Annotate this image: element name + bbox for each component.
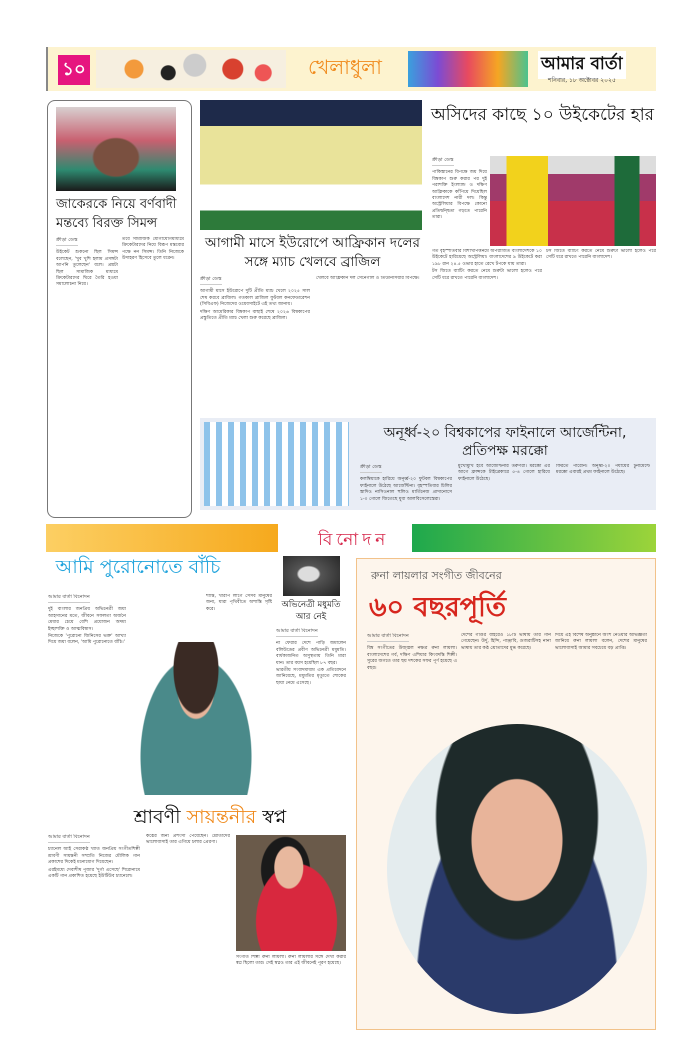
paragraph: চ্যানেল আই সেরাকণ্ঠ খ্যাত জনপ্রিয় সংগীতশিল্পী শ্রাবণী সায়ন্তনী সম্প্রতি নিজের মৌলিক গান প্রকাশের দিকেই মনোযোগ দিয়েছেন।	[48, 847, 140, 866]
page-header	[46, 47, 656, 91]
byline: আমার বার্তা বিনোদন	[276, 628, 318, 637]
article-u20	[200, 418, 656, 510]
section-title: খেলাধুলা	[308, 55, 382, 79]
paragraph: না ফেরার দেশে পাড়ি জমালেন বলিউডের প্রবীণ অভিনেত্রী মধুমতি। বার্ধক্যজনিত অসুস্থতায় তিনি মারা যান। তার বয়স হয়েছিল ৮৭ বছর।	[276, 641, 346, 666]
brazil-team-photo	[200, 100, 422, 230]
headline: অসিদের কাছে ১০ উইকেটের হার	[430, 105, 655, 125]
runa-laila-photo	[387, 724, 647, 1014]
paragraph: আগামী মাসে ইউরোপে দুটি প্রীতি ম্যাচ খেলে ২০২৫ সাল শেষ করবে ব্রাজিল। গতকাল ব্রাজিল ফুটবল কনফেডারেশন (সিবিএফ) নিজেদের ওয়েবসাইটে এই তথ্য জানায়।	[200, 289, 310, 308]
runners-illustration	[408, 51, 528, 87]
paragraph: মুখোমুখি হবে আর্জেন্টিনার তরুণরা। মরক্কো এর আগে ফ্রান্সকে টাইব্রেকারে ৫-৪ গোলে হারিয়ে ফাইনালে উঠেছে।	[458, 464, 550, 482]
paragraph: দুই বাংলার জনপ্রিয় অভিনেত্রী জয়া আহসানের মতে, জীবনে সফলতা অর্জনে মেধার চেয়ে বেশি প্রয়োজন অদম্য ইচ্ছাশক্তি ও আত্মবিশ্বাস।	[48, 607, 126, 632]
byline: আমার বার্তা বিনোদন	[48, 834, 90, 843]
paragraph: পাকিস্তানের বিপক্ষে জয় দিয়ে বিশ্বকাপ শুরু করার পর দুই পরাশক্তি ইংল্যান্ড ও দক্ষিণ আফ্রিকাকে কাঁপিয়ে দিয়েছিল বাংলাদেশ নারী দল। কিন্তু অস্ট্রেলিয়ার বিপক্ষে কোনো প্রতিদ্বন্দ্বিতা গড়তে পারেনি তারা।	[432, 170, 487, 221]
cricket-photo	[490, 156, 656, 246]
paragraph: বিশ্ব সংগীতের উজ্জ্বল নক্ষত্র রুনা লায়লা। বাংলাদেশের গর্ব, দক্ষিণ এশিয়ার কিংবদন্তি শিল্পী। সুরের জগতে তার ছয় দশকের সফর পূর্ণ হয়েছে এ বছর।	[367, 646, 457, 671]
argentina-players-photo	[204, 422, 349, 506]
paragraph: দিয়ে এই বিশেষ অনুষ্ঠানে অংশ নেওয়ার অভিজ্ঞতা জানিয়ে রুনা লায়লা বলেন, দেশের মানুষের ভালোবাসাই আমার সবচেয়ে বড় প্রাপ্তি।	[555, 633, 647, 651]
paragraph: দেশের গণ্ডির বাইরেও ১৮টি ভাষায় তার গান গেয়েছেন। উর্দু, হিন্দি, পাঞ্জাবি, গুজরাটিসহ নানা ভাষায় তার কণ্ঠ শ্রোতাদের মুগ্ধ করেছে।	[461, 633, 551, 651]
paragraph: উইকেট শুকনো ছিল সিমন্স বলেছেন, 'খুব খুশি হলাম প্রসঙ্গটা আপনি তুলেছেন' বলে। প্রশ্নটা ছিল সামাজিক মাধ্যমে ক্রিকেটারদের ঘিরে তৈরি হওয়া সমালোচনা নিয়ে।	[56, 250, 118, 288]
article-simmons	[47, 100, 192, 518]
paragraph: শান্তি, খারাপ লাগে সেসব মানুষের জন্য, যারা পৃথিবীতে অশান্তি সৃষ্টি করে।	[206, 594, 272, 612]
madhumati-caption: অভিনেত্রী মধুমতি আর নেই	[281, 600, 341, 622]
simmons-photo	[56, 107, 176, 191]
headline: ৬০ বছরপূর্তি	[369, 592, 507, 623]
byline: ক্রীড়া ডেস্ক	[432, 157, 454, 166]
newspaper-logo: আমার বার্তা	[538, 51, 626, 79]
section-banner-binodon	[46, 524, 656, 552]
paragraph: কলম্বিয়াকে হারিয়ে অনূর্ধ্ব-২০ ফুটবল বিশ্বকাপের ফাইনালে উঠেছে আর্জেন্টিনা। বৃহস্পতিবার চিলির স্তাদিও নাসিওনাল হুলিও মার্তিনেজ প্রাদানোসে ১-০ গোলে জিতেছে যুবা আলবিসেলেস্তেরা।	[360, 477, 452, 502]
page-number: ১০	[58, 55, 90, 85]
paragraph: খেলবে আফ্রিকান দল সেনেগাল ও তিউনিসিয়ার বিপক্ষে।	[316, 276, 420, 281]
paragraph: সংগীত শিল্পী রুনা লায়লা। রুনা লায়লার সঙ্গে দেখা করার স্বপ্ন ছিলো তার। সেই স্বপ্নও তার এই জীবনেই পূরণ হয়েছে।	[236, 955, 346, 967]
paragraph: ফিরতে পারেনি। অনূর্ধ্ব-২০ পর্যায়ের টুর্নামেন্টে মরক্কো এবারই প্রথম ফাইনালে উঠেছে।	[556, 464, 650, 476]
byline: ক্রীড়া ডেস্ক	[56, 237, 78, 246]
jaya-ahsan-photo	[132, 642, 260, 795]
headline: জাকেরকে নিয়ে বর্ণবাদী মন্তব্যে বিরক্ত সিমন্স	[56, 197, 177, 231]
paragraph: কণ্ঠের জন্য প্রশংসা পেয়েছেন। শ্রোতাদের ভালোবাসাই তার এগিয়ে চলার প্রেরণা।	[146, 834, 230, 846]
paragraph: গত বৃহস্পতিবার বিশাখাপত্তনমে অপরাজিত বাংলাদেশকে ১০ উইকেটে হারিয়েছে অস্ট্রেলিয়া। বাংলাদেশের ৯ উইকেটে করা ১৯৮ রান ২৪.৫ ওভার হাতে রেখে টপকে যায় তারা।	[432, 249, 542, 267]
headline: আমি পুরোনোতে বাঁচি	[55, 556, 221, 578]
paragraph: দক্ষিণ আমেরিকার বিশ্বকাপ বাছাই শেষে ২০২৬ বিশ্বকাপের প্রস্তুতিতে প্রীতি ম্যাচ খেলা শুরু করেছে ব্রাজিল।	[200, 309, 310, 322]
banner-title: বিনোদন	[318, 530, 390, 550]
paragraph: এরইমধ্যে দেবাশীষ পূজার 'দুর্গা এসেছে' শিরোনামে একটি গান প্রকাশিত হয়েছে ইউটিউব চ্যানেলে।	[48, 867, 140, 880]
byline: ক্রীড়া ডেস্ক	[200, 276, 222, 285]
byline: ক্রীড়া ডেস্ক	[360, 464, 382, 473]
paragraph: নিজেকে 'পুরোনো জিনিসের ভক্ত' আখ্যা দিয়ে জয়া বলেন, 'আমি পুরোনোতে বাঁচি।'	[48, 634, 126, 646]
headline: অনূর্ধ্ব-২০ বিশ্বকাপের ফাইনালে আর্জেন্টিনা, প্রতিপক্ষ মরক্কো	[383, 425, 627, 459]
headline: আগামী মাসে ইউরোপে আফ্রিকান দলের সঙ্গে ম্যাচ খেলবে ব্রাজিল	[205, 235, 420, 270]
paragraph: তবে সামাজিক যোগাযোগমাধ্যমে ক্রিকেটারদের নিয়ে বিরূপ মন্তব্যের পক্ষে নন সিমন্স। তিনি নিজেকে উদাহরণ হিসেবে তুলে ধরেন।	[122, 237, 184, 262]
srabani-photo	[236, 835, 346, 951]
headline: শ্রাবণী সায়ন্তনীর স্বপ্ন	[133, 806, 287, 828]
paragraph: টস জিতে ব্যাটিং করতে নেমে শুরুটা ভালো হলেও পরে সেটি ধরে রাখতে পারেনি বাংলাদেশ।	[432, 269, 542, 281]
byline: আমার বার্তা বিনোদন	[48, 594, 90, 603]
byline: আমার বার্তা বিনোদন	[367, 633, 409, 642]
sports-balls-image	[96, 50, 286, 88]
madhumati-photo	[283, 556, 340, 596]
kicker: রুনা লায়লার সংগীত জীবনের	[371, 569, 502, 582]
paragraph: ভারতীয় সংবাদমাধ্যম এক প্রতিবেদনে জানিয়েছে, মধুমতির মৃত্যুতে শোকের ছায়া নেমে এসেছে।	[276, 668, 346, 686]
article-runa-laila	[356, 558, 656, 1030]
paragraph: টস জিতে ব্যাটিং করতে নেমে শুরুটা ভালো হলেও পরে সেটি ধরে রাখতে পারেনি বাংলাদেশ।	[546, 249, 656, 261]
issue-date: শনিবার, ১৮ অক্টোবর ২০২৫	[548, 77, 616, 84]
